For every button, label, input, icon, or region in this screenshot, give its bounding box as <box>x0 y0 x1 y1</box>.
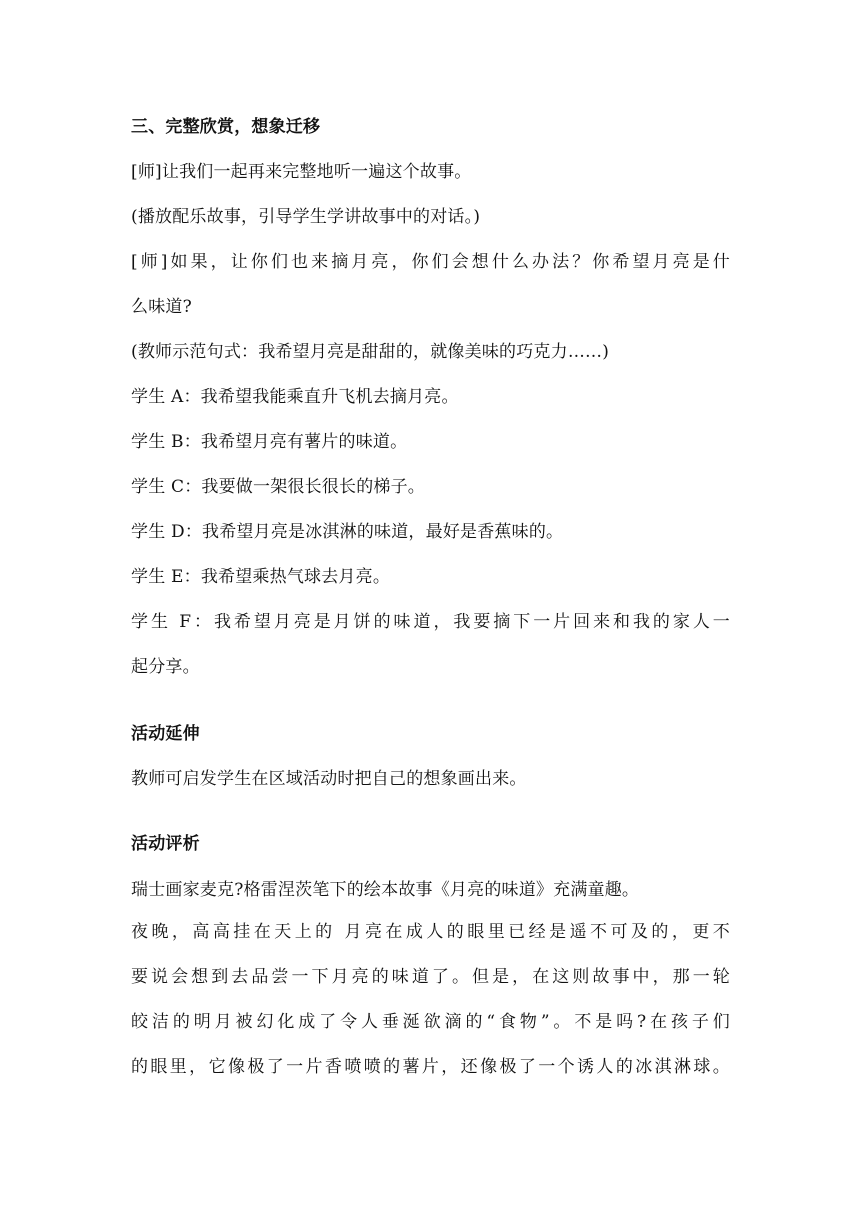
paragraph-line: 瑞士画家麦克?格雷涅茨笔下的绘本故事《月亮的味道》充满童趣。 <box>131 880 640 900</box>
student-answer: 学生 A：我希望我能乘直升飞机去摘月亮。 <box>131 387 459 407</box>
paragraph: (教师示范句式：我希望月亮是甜甜的，就像美味的巧克力……) <box>131 342 610 362</box>
section-heading: 活动延伸 <box>131 724 200 744</box>
section-heading: 活动评析 <box>131 834 200 854</box>
student-answer: 学生 D：我希望月亮是冰淇淋的味道，最好是香蕉味的。 <box>131 522 564 542</box>
paragraph: 教师可启发学生在区域活动时把自己的想象画出来。 <box>131 769 527 789</box>
student-answer: 学生 C：我要做一架很长很长的梯子。 <box>131 477 426 497</box>
student-answer: 学生 E：我希望乘热气球去月亮。 <box>131 567 391 587</box>
student-answer: 学生 B：我希望月亮有薯片的味道。 <box>131 432 408 452</box>
paragraph-line: 要说会想到去品尝一下月亮的味道了。但是，在这则故事中，那一轮 <box>131 967 730 987</box>
paragraph-line: 的眼里，它像极了一片香喷喷的薯片，还像极了一个诱人的冰淇淋球。 <box>131 1057 730 1077</box>
paragraph-line: 么味道? <box>131 297 192 317</box>
paragraph: [师]让我们一起再来完整地听一遍这个故事。 <box>131 162 472 182</box>
paragraph-line: 夜晚，高高挂在天上的 月亮在成人的眼里已经是遥不可及的，更不 <box>131 922 730 942</box>
paragraph-line: 皎洁的明月被幻化成了令人垂涎欲滴的“食物”。不是吗?在孩子们 <box>131 1012 730 1032</box>
section-heading: 三、完整欣赏，想象迁移 <box>131 117 321 137</box>
student-answer-line: 起分享。 <box>131 657 200 677</box>
paragraph: (播放配乐故事，引导学生学讲故事中的对话。) <box>131 207 481 227</box>
student-answer-line: 学生 F：我希望月亮是月饼的味道，我要摘下一片回来和我的家人一 <box>131 612 730 632</box>
paragraph-line: [师]如果，让你们也来摘月亮，你们会想什么办法？你希望月亮是什 <box>131 252 730 272</box>
